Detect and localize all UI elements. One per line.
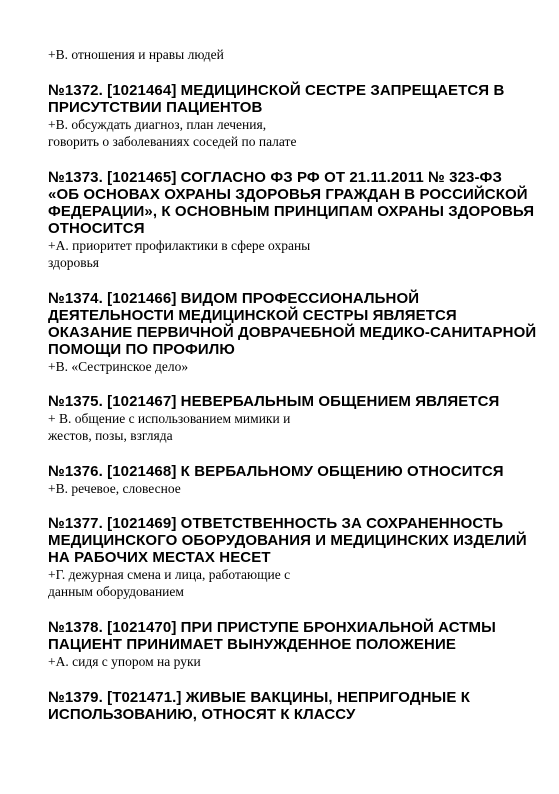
answer-line: +В. речевое, словесное — [48, 481, 181, 496]
answer-line: + В. общение с использованием мимики и — [48, 411, 291, 426]
question-line: ИСПОЛЬЗОВАНИЮ, ОТНОСЯТ К КЛАССУ — [48, 706, 356, 723]
question-line: ПАЦИЕНТ ПРИНИМАЕТ ВЫНУЖДЕННОЕ ПОЛОЖЕНИЕ — [48, 636, 456, 653]
question-line: №1379. [T021471.] ЖИВЫЕ ВАКЦИНЫ, НЕПРИГОДНЫЕ К — [48, 689, 470, 706]
question-line: НА РАБОЧИХ МЕСТАХ НЕСЕТ — [48, 549, 271, 566]
answer-line: +А. приоритет профилактики в сфере охраны — [48, 238, 311, 253]
answer-line: данным оборудованием — [48, 584, 184, 599]
answer-line: здоровья — [48, 255, 99, 270]
answer-line: говорить о заболеваниях соседей по палате — [48, 134, 297, 149]
question-line: ОКАЗАНИЕ ПЕРВИЧНОЙ ДОВРАЧЕБНОЙ МЕДИКО-САНИТАРНОЙ — [48, 324, 537, 341]
question-line: ОТНОСИТСЯ — [48, 220, 145, 237]
question-line: ПОМОЩИ ПО ПРОФИЛЮ — [48, 341, 235, 358]
question-line: №1378. [1021470] ПРИ ПРИСТУПЕ БРОНХИАЛЬНОЙ АСТМЫ — [48, 619, 496, 636]
question-line: №1374. [1021466] ВИДОМ ПРОФЕССИОНАЛЬНОЙ — [48, 290, 420, 307]
question-line: МЕДИЦИНСКОГО ОБОРУДОВАНИЯ И МЕДИЦИНСКИХ ИЗДЕЛИЙ — [48, 532, 527, 549]
question-line: №1373. [1021465] СОГЛАСНО ФЗ РФ ОТ 21.11.2011 № 323-ФЗ — [48, 169, 502, 186]
answer-line: +А. сидя с упором на руки — [48, 654, 201, 669]
question-line: №1377. [1021469] ОТВЕТСТВЕННОСТЬ ЗА СОХРАНЕННОСТЬ — [48, 515, 504, 532]
question-line: №1376. [1021468] К ВЕРБАЛЬНОМУ ОБЩЕНИЮ ОТНОСИТСЯ — [48, 463, 504, 480]
answer-line: +В. «Сестринское дело» — [48, 359, 189, 374]
question-line: ФЕДЕРАЦИИ», К ОСНОВНЫМ ПРИНЦИПАМ ОХРАНЫ ЗДОРОВЬЯ — [48, 203, 535, 220]
question-line: №1372. [1021464] МЕДИЦИНСКОЙ СЕСТРЕ ЗАПРЕЩАЕТСЯ В — [48, 82, 505, 99]
question-line: «ОБ ОСНОВАХ ОХРАНЫ ЗДОРОВЬЯ ГРАЖДАН В РОССИЙСКОЙ — [48, 186, 528, 203]
question-line: ПРИСУТСТВИИ ПАЦИЕНТОВ — [48, 99, 263, 116]
question-line: №1375. [1021467] НЕВЕРБАЛЬНЫМ ОБЩЕНИЕМ ЯВЛЯЕТСЯ — [48, 393, 500, 410]
question-line: ДЕЯТЕЛЬНОСТИ МЕДИЦИНСКОЙ СЕСТРЫ ЯВЛЯЕТСЯ — [48, 307, 457, 324]
answer-line: +Г. дежурная смена и лица, работающие с — [48, 567, 291, 582]
answer-line: жестов, позы, взгляда — [48, 428, 173, 443]
answer-line: +В. отношения и нравы людей — [48, 47, 224, 62]
answer-line: +В. обсуждать диагноз, план лечения, — [48, 117, 267, 132]
